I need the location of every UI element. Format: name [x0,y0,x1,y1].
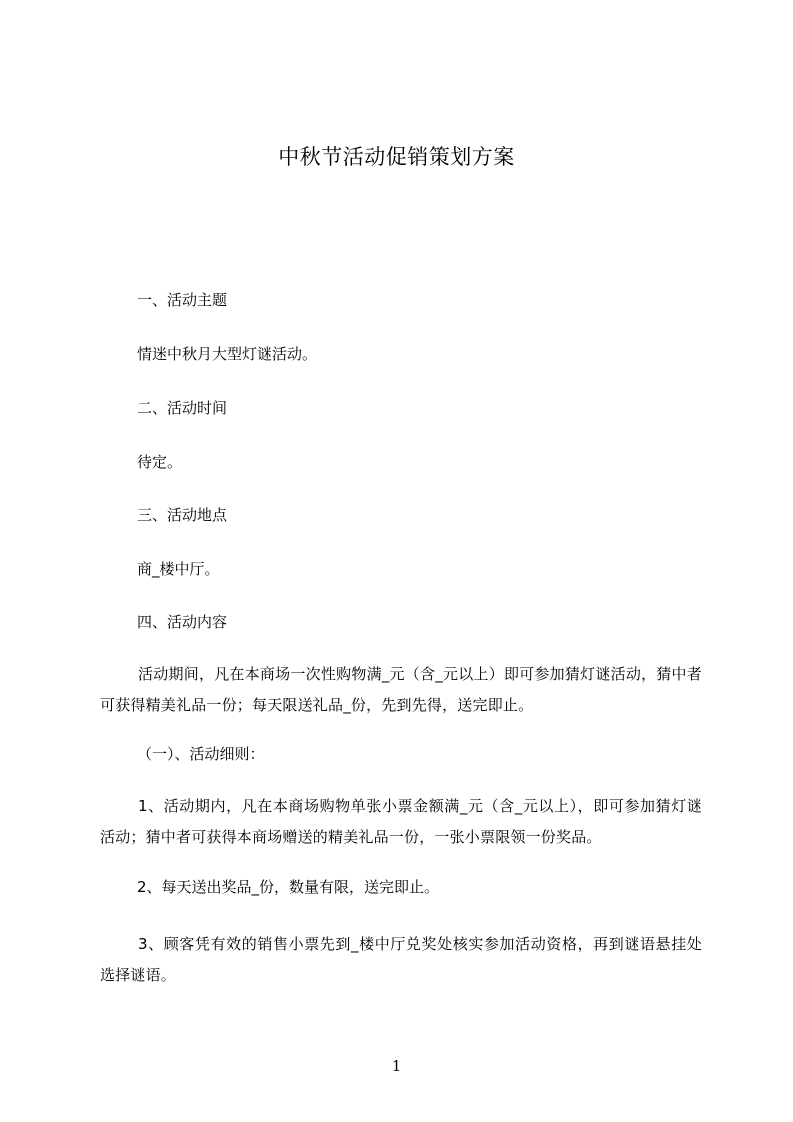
section-heading-theme: 一、活动主题 [137,291,228,309]
page-number: 1 [391,1057,402,1075]
section-heading-time: 二、活动时间 [137,399,228,417]
section-heading-content: 四、活动内容 [137,613,228,631]
content-paragraph: 活动期间，凡在本商场一次性购物满_元（含_元以上）即可参加猜灯谜活动，猜中者可获得精美礼品一份；每天限送礼品_份，先到先得，送完即止。 [100,665,702,714]
rules-heading: （一）、活动细则： [137,745,265,763]
document-title: 中秋节活动促销策划方案 [278,145,515,169]
rule-item: 2、每天送出奖品_份，数量有限，送完即止。 [137,878,440,896]
section-body-time: 待定。 [137,453,183,471]
section-heading-location: 三、活动地点 [137,506,228,524]
section-body-theme: 情迷中秋月大型灯谜活动。 [137,345,318,363]
rule-item: 1、活动期内，凡在本商场购物单张小票金额满_元（含_元以上），即可参加猜灯谜活动；猜中者可获得本商场赠送的精美礼品一份，一张小票限领一份奖品。 [100,797,702,846]
section-body-location: 商_楼中厅。 [137,560,220,578]
rule-item: 3、顾客凭有效的销售小票先到_楼中厅兑奖处核实参加活动资格，再到谜语悬挂处选择谜语。 [100,935,702,984]
